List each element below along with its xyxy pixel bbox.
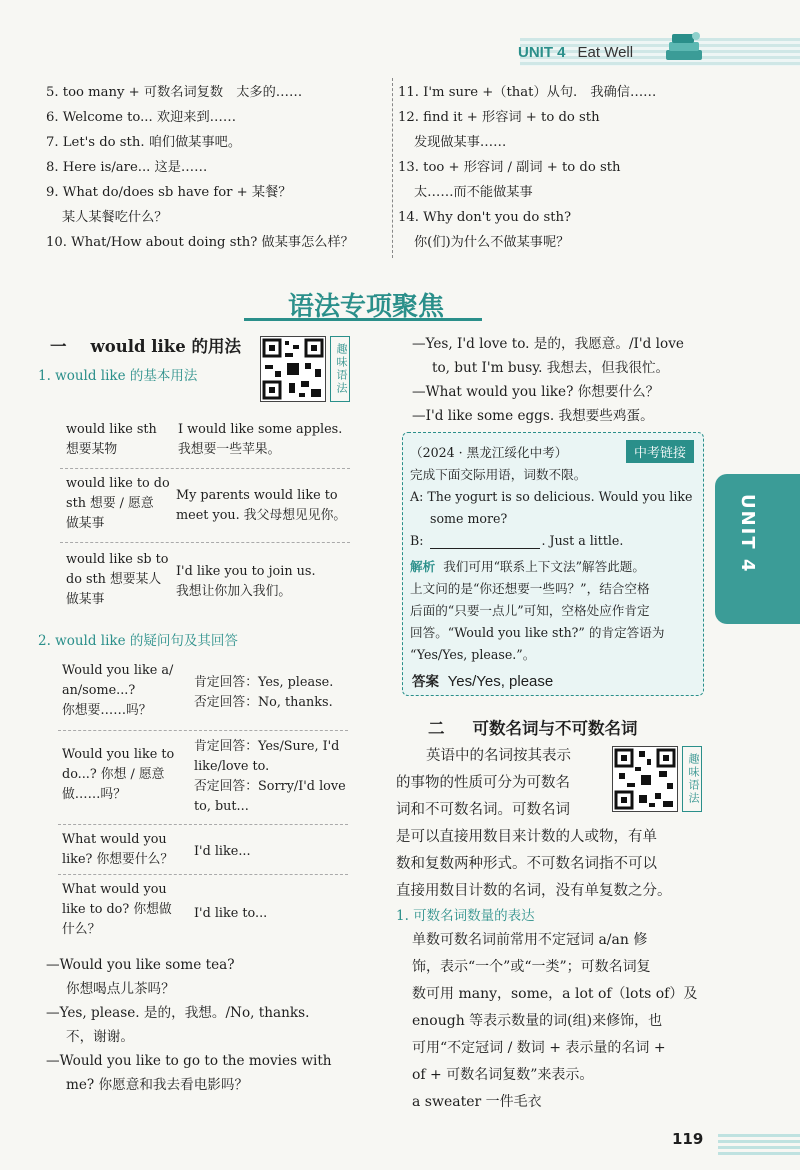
usage-pattern	[66, 550, 178, 610]
intro-line: 的事物的性质可分为可数名	[396, 775, 570, 791]
dialog-line: 你想喝点儿茶吗？	[66, 981, 175, 997]
analysis-line: 回答。“Would you like sth?” 的肯定答语为	[410, 625, 665, 640]
pattern-line: would like sb to	[66, 552, 169, 567]
page-number: 119	[672, 1130, 704, 1148]
example-line: My parents would like to	[176, 488, 338, 503]
question-pattern	[62, 880, 186, 940]
body-line: of + 可数名词复数”来表示。	[412, 1067, 594, 1083]
phrase-item: 6. Welcome to... 欢迎来到……	[46, 110, 237, 125]
answer-pattern	[194, 904, 354, 924]
example-dialog-right	[412, 332, 712, 428]
qr-code[interactable]	[260, 336, 326, 402]
exam-source: （2024 · 黑龙江绥化中考）	[410, 445, 568, 460]
usage-pattern	[66, 474, 178, 534]
phrase-item: 10. What/How about doing sth? 做某事怎么样？	[46, 235, 354, 250]
pattern-line: sth 想要 / 愿意	[66, 496, 154, 511]
answer-pattern	[194, 673, 354, 713]
intro-line: 数和复数两种形式。不可数名词指不可以	[396, 856, 657, 872]
phrase-item-translation: 太……而不能做某事	[414, 185, 533, 200]
answer-line: I'd like...	[194, 844, 251, 859]
pattern-line: 你想要……吗？	[62, 703, 152, 718]
exam-line-b	[410, 530, 700, 552]
pattern-line: 做某事	[66, 516, 105, 531]
analysis-line: 后面的“只要一点儿”可知，空格处应作肯定	[410, 603, 650, 618]
row-divider	[58, 874, 348, 875]
body-line: a sweater 一件毛衣	[412, 1094, 542, 1110]
dialog-line: —Would you like some tea?	[46, 957, 235, 973]
row-divider	[60, 542, 350, 543]
phrase-item-translation: 你(们)为什么不做某事呢？	[414, 235, 570, 250]
answer-line: like/love to.	[194, 759, 270, 774]
question-pattern	[62, 745, 186, 805]
example-line: meet you. 我父母想见见你。	[176, 508, 347, 523]
part1-heading	[50, 333, 241, 357]
pattern-line: 做……吗？	[62, 787, 126, 802]
exam-analysis	[410, 556, 700, 666]
page-footer-stripe	[718, 1134, 800, 1158]
pattern-line: would like sth	[66, 422, 157, 437]
pattern-line: 什么？	[62, 922, 101, 937]
phrase-item: 12. find it + 形容词 + to do sth	[398, 110, 600, 125]
part2-subheading-1: 1. 可数名词数量的表达	[396, 908, 535, 924]
part2-number: 二	[428, 719, 445, 738]
exam-line-a: A: The yogurt is so delicious. Would you like	[410, 489, 693, 504]
pattern-line: would like to do	[66, 476, 170, 491]
speaker-b: B:	[410, 533, 424, 548]
dialog-line: 不，谢谢。	[66, 1029, 134, 1045]
phrase-item: 9. What do/does sb have for + 某餐？	[46, 185, 292, 200]
phrase-item: 13. too + 形容词 / 副词 + to do sth	[398, 160, 621, 175]
pattern-line: like to do? 你想做	[62, 902, 172, 917]
phrase-item: 8. Here is/are... 这是……	[46, 160, 208, 175]
usage-example	[178, 420, 353, 460]
column-divider	[392, 78, 394, 258]
exam-answer	[412, 670, 553, 690]
running-header	[518, 44, 645, 61]
answer-pattern	[194, 737, 354, 817]
part2-heading	[428, 715, 638, 739]
answer-label: 答案	[412, 674, 439, 690]
answer-line: I'd like to...	[194, 906, 268, 921]
intro-line: 直接用数目计数的名词，没有单复数之分。	[396, 883, 672, 899]
phrase-item: 5. too many + 可数名词复数 太多的……	[46, 85, 303, 100]
part2-title: 可数名词与不可数名词	[472, 719, 638, 738]
unit-number: UNIT 4	[518, 44, 566, 61]
body-line: 饰，表示“一个”或“一类”；可数名词复	[412, 959, 651, 975]
phrase-item-translation: 某人某餐吃什么？	[62, 210, 168, 225]
intro-line: 词和不可数名词。可数名词	[396, 802, 570, 818]
question-pattern	[62, 661, 186, 721]
answer-text: Yes/Yes, please	[447, 673, 554, 690]
dialog-line: —Yes, please. 是的，我想。/No, thanks.	[46, 1005, 310, 1021]
dialog-line: —What would you like? 你想要什么？	[412, 384, 660, 400]
part1-subheading-1: 1. would like 的基本用法	[38, 368, 198, 384]
exam-line-b-text: . Just a little.	[541, 533, 624, 548]
pattern-line: an/some...?	[62, 683, 136, 698]
answer-line: 否定回答：Sorry/I'd love	[194, 779, 346, 794]
pattern-line: Would you like a/	[62, 663, 174, 678]
answer-line: 否定回答：No, thanks.	[194, 695, 333, 710]
dialog-line: me? 你愿意和我去看电影吗？	[66, 1077, 249, 1093]
phrase-list-left	[46, 80, 386, 255]
row-divider	[58, 824, 348, 825]
question-pattern	[62, 830, 186, 870]
part1-title: would like 的用法	[90, 337, 241, 356]
part1-subheading-2: 2. would like 的疑问句及其回答	[38, 633, 238, 649]
usage-example	[176, 562, 356, 602]
dialog-line: to, but I'm busy. 我想去，但我很忙。	[432, 360, 670, 376]
example-line: I would like some apples.	[178, 422, 343, 437]
part2-intro	[396, 743, 706, 905]
dialog-line: —I'd like some eggs. 我想要些鸡蛋。	[412, 408, 654, 424]
pattern-line: What would you	[62, 832, 167, 847]
book-stack-icon	[660, 28, 708, 68]
exam-line-a-cont: some more?	[430, 511, 508, 526]
phrase-item: 7. Let's do sth. 咱们做某事吧。	[46, 135, 242, 150]
intro-line: 是可以直接用数目来计数的人或物，有单	[396, 829, 657, 845]
analysis-line: 上文问的是“你还想要一些吗？”，结合空格	[410, 581, 650, 596]
body-line: 数可用 many，some，a lot of（lots of）及	[412, 986, 698, 1002]
body-line: 单数可数名词前常用不定冠词 a/an 修	[412, 932, 648, 948]
example-line: 我想要一些苹果。	[178, 442, 281, 457]
phrase-item: 11. I'm sure +（that）从句. 我确信……	[398, 85, 657, 100]
phrase-item: 14. Why don't you do sth?	[398, 210, 572, 225]
pattern-line: Would you like to	[62, 747, 175, 762]
answer-blank-input[interactable]	[430, 534, 540, 549]
example-dialog-left	[46, 953, 366, 1097]
exam-link-tag: 中考链接	[626, 440, 694, 463]
row-divider	[60, 468, 350, 469]
answer-line: to, but...	[194, 799, 249, 814]
section-title: 语法专项聚焦	[287, 292, 444, 322]
phrase-item-translation: 发现做某事……	[414, 135, 507, 150]
usage-pattern	[66, 420, 178, 460]
pattern-line: like? 你想要什么？	[62, 852, 174, 867]
qr-tag: 趣味语法	[682, 746, 702, 812]
pattern-line: 想要某物	[66, 442, 118, 457]
answer-pattern	[194, 842, 354, 862]
dialog-line: —Yes, I'd love to. 是的，我愿意。/I'd love	[412, 336, 684, 352]
example-line: 我想让你加入我们。	[176, 584, 292, 599]
body-line: enough 等表示数量的词(组)来修饰，也	[412, 1013, 663, 1029]
usage-example	[176, 486, 356, 526]
pattern-line: 做某事	[66, 592, 105, 607]
dialog-line: —Would you like to go to the movies with	[46, 1053, 332, 1069]
qr-tag: 趣味语法	[330, 336, 350, 402]
part2-body	[412, 927, 712, 1116]
exam-instruction: 完成下面交际用语，词数不限。	[410, 467, 587, 482]
part1-number: 一	[50, 337, 67, 356]
analysis-label: 解析	[410, 559, 436, 574]
exam-question	[410, 442, 700, 666]
example-line: I'd like you to join us.	[176, 564, 316, 579]
body-line: 可用“不定冠词 / 数词 + 表示量的名词 +	[412, 1040, 666, 1056]
section-title-underline	[244, 318, 482, 321]
pattern-line: do...? 你想 / 愿意	[62, 767, 165, 782]
pattern-line: What would you	[62, 882, 167, 897]
phrase-list-right	[398, 80, 718, 255]
answer-line: 肯定回答：Yes/Sure, I'd	[194, 739, 340, 754]
pattern-line: do sth 想要某人	[66, 572, 162, 587]
analysis-line: “Yes/Yes, please.”。	[410, 647, 536, 662]
analysis-line: 我们可用“联系上下文法”解答此题。	[443, 559, 645, 574]
row-divider	[58, 730, 348, 731]
unit-side-tab-label: UNIT 4	[737, 494, 758, 574]
answer-line: 肯定回答：Yes, please.	[194, 675, 334, 690]
unit-title: Eat Well	[577, 44, 634, 61]
intro-line: 英语中的名词按其表示	[426, 748, 571, 764]
